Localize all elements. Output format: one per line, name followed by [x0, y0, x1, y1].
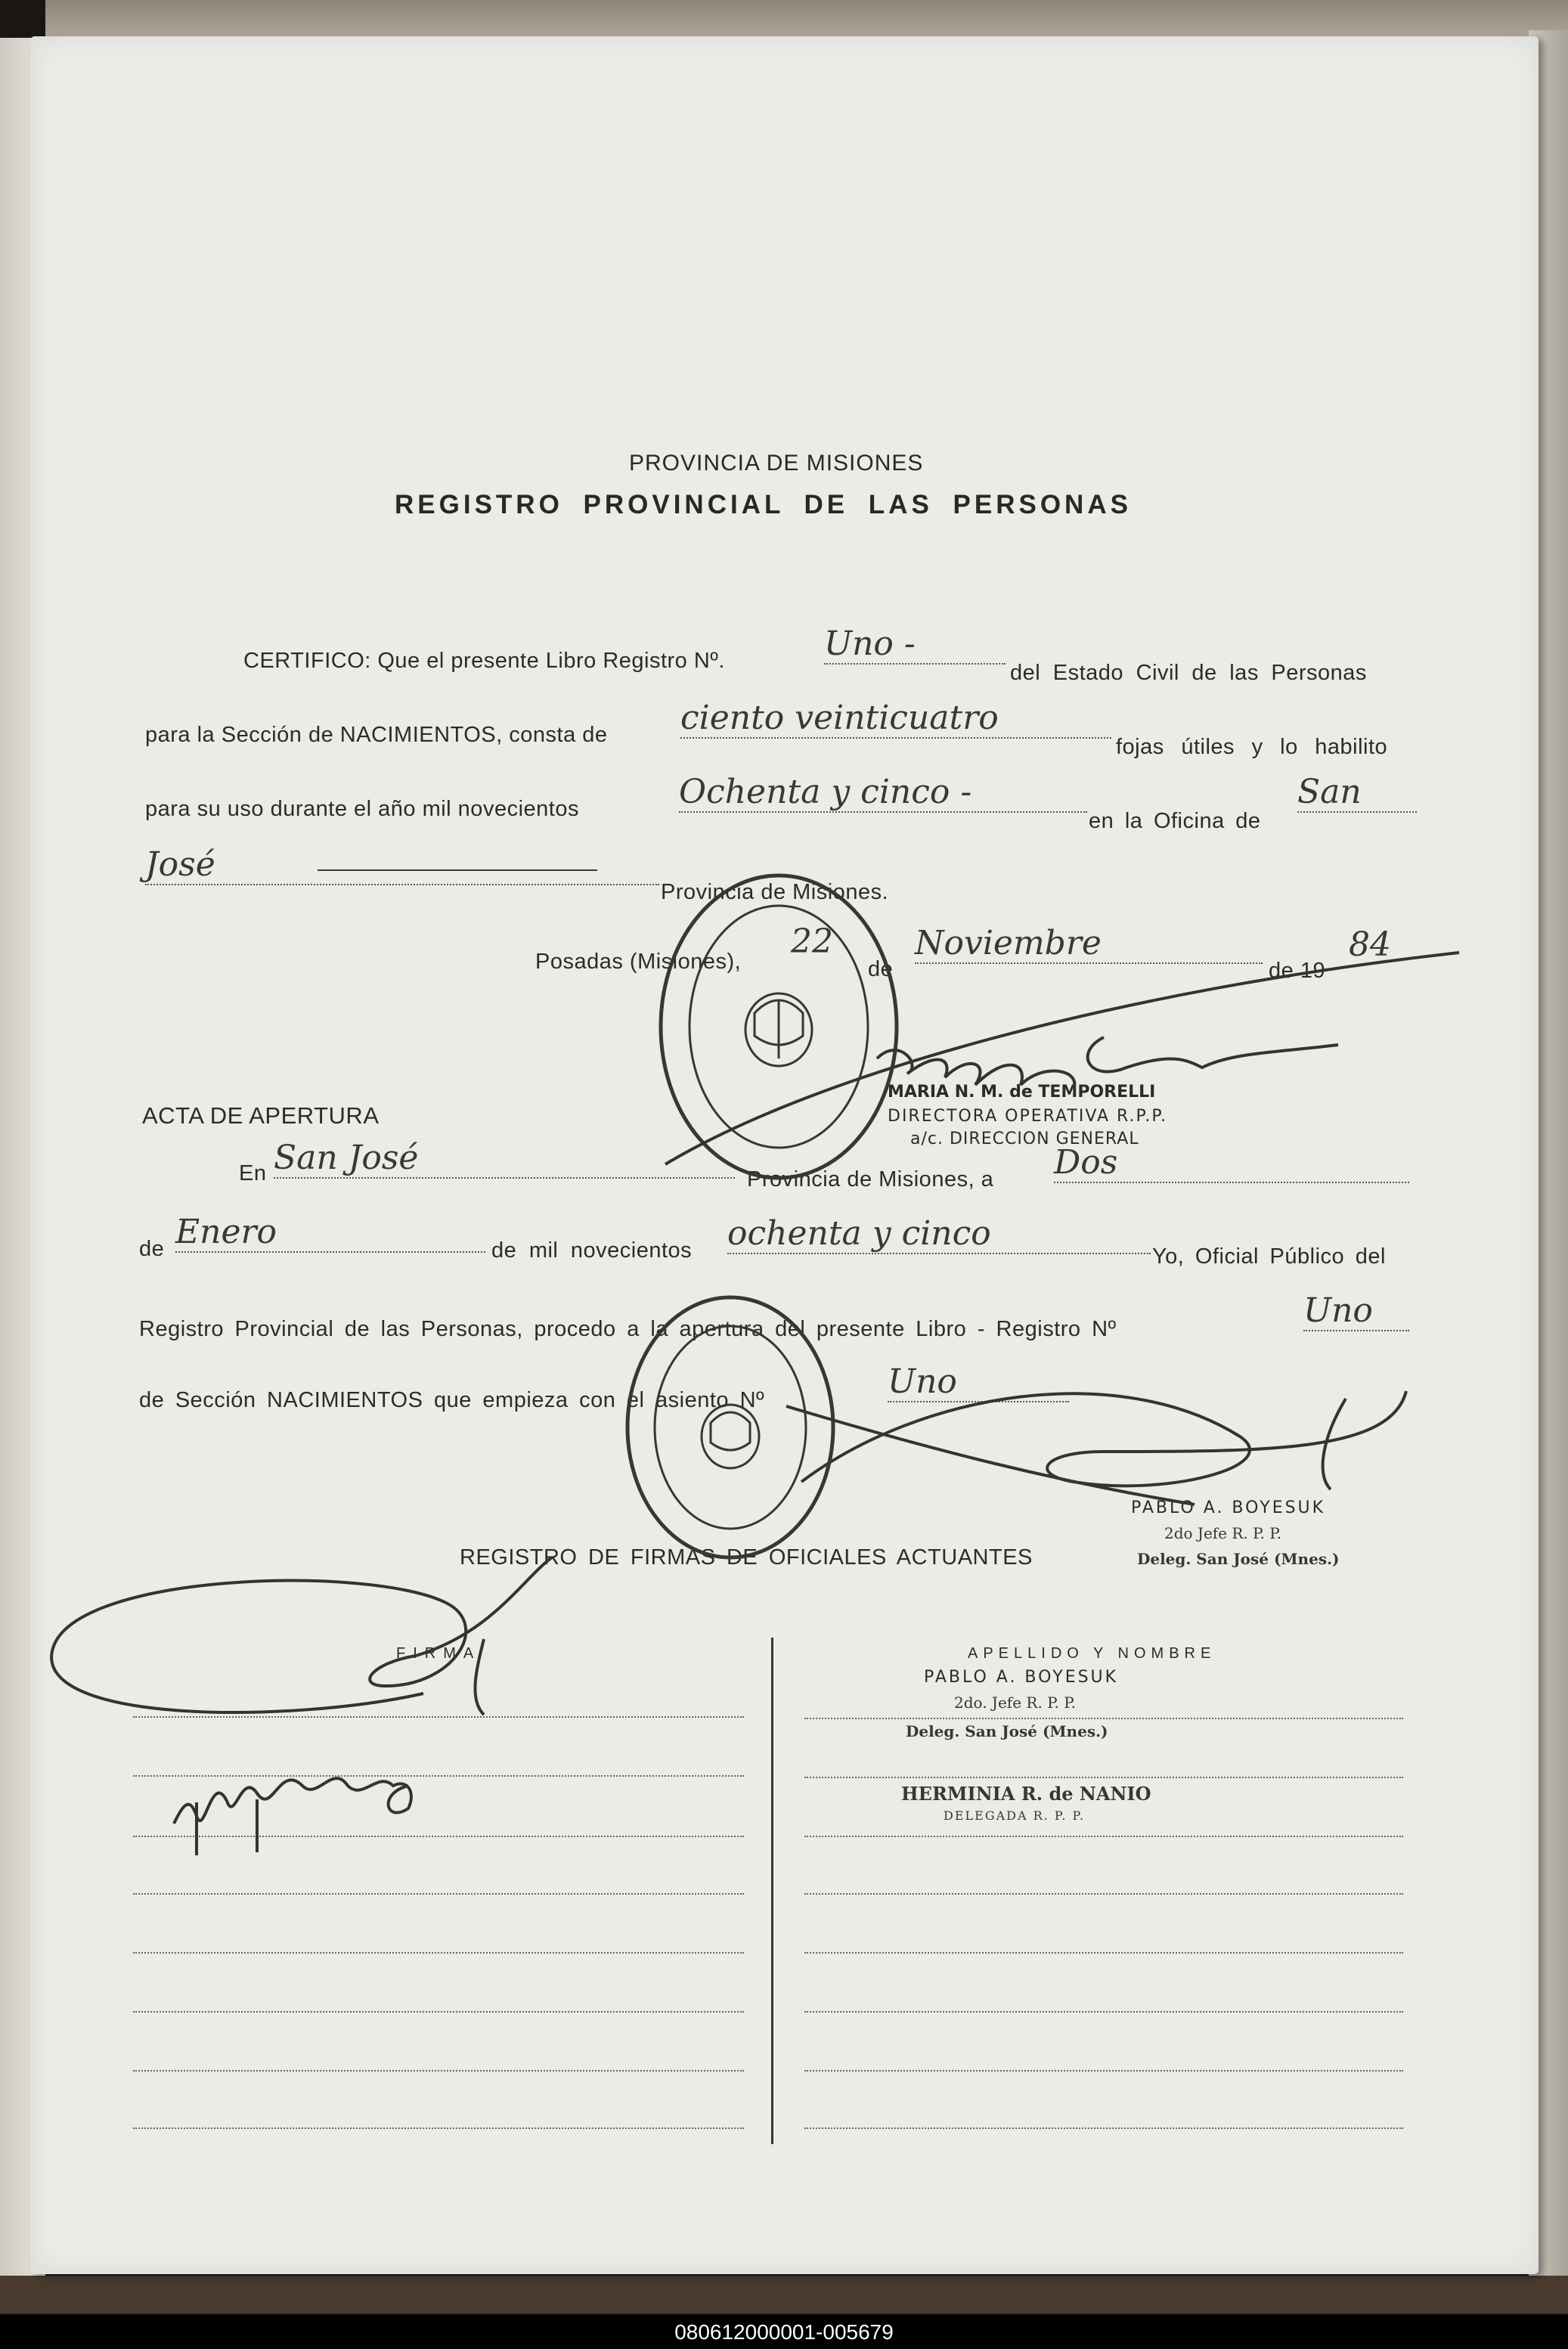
signature-nanio [174, 1778, 411, 1855]
registry-seal-stamp [661, 875, 897, 1178]
signer2-role: 2do Jefe R. P. P. [1164, 1524, 1282, 1542]
fojas-utiles-text: fojas útiles y lo habilito [1116, 735, 1388, 759]
signer1-name: MARIA N. M. de TEMPORELLI [888, 1083, 1156, 1102]
estado-civil-text: del Estado Civil de las Personas [1010, 661, 1367, 685]
signer2-name: PABLO A. BOYESUK [1131, 1498, 1326, 1517]
en-oficina-text: en la Oficina de [1089, 809, 1261, 833]
de-19-text: de 19 [1269, 959, 1326, 983]
de-text-1: de [868, 957, 894, 981]
firma-column-header: FIRMA [396, 1645, 482, 1662]
book-number-handwritten: Uno - [824, 624, 1006, 665]
apertura-title: ACTA DE APERTURA [142, 1102, 380, 1129]
de-mil-text: de mil novecientos [491, 1238, 693, 1263]
de-text-2: de [139, 1237, 165, 1261]
para-uso-text: para su uso durante el año mil novecientos [145, 797, 579, 821]
seccion-line-text: de Sección NACIMIENTOS que empieza con el asiento Nº [139, 1388, 765, 1412]
year-digits-handwritten: 84 [1349, 925, 1391, 964]
signer1-dept: a/c. DIRECCION GENERAL [910, 1130, 1139, 1148]
month-handwritten: Noviembre [915, 924, 1263, 964]
entry1-deleg: Deleg. San José (Mnes.) [906, 1722, 1108, 1740]
provincia-text: Provincia de Misiones. [661, 880, 889, 904]
month-words-handwritten: Enero [175, 1213, 485, 1253]
yo-oficial-text: Yo, Oficial Público del [1152, 1244, 1386, 1269]
day-handwritten: 22 [791, 922, 833, 961]
certifico-text: CERTIFICO: Que el presente Libro Registro Nº. [243, 649, 725, 673]
registro-line-text: Registro Provincial de las Personas, procedo a la apertura del presente Libro - Registro Nº [139, 1317, 1117, 1341]
signature-boyesuk [786, 1391, 1406, 1505]
fojas-count-handwritten: ciento veinticuatro [680, 699, 1111, 739]
signer1-role: DIRECTORA OPERATIVA R.P.P. [888, 1107, 1168, 1126]
apellido-column-header: APELLIDO Y NOMBRE [968, 1645, 1216, 1662]
day-words-handwritten: Dos [1054, 1143, 1409, 1183]
image-caption: 080612000001-005679 [0, 2315, 1568, 2349]
delegation-seal-stamp [628, 1297, 833, 1557]
provincia-a-text: Provincia de Misiones, a [747, 1167, 994, 1192]
signer2-deleg: Deleg. San José (Mnes.) [1137, 1550, 1340, 1568]
province-heading: PROVINCIA DE MISIONES [629, 451, 924, 476]
entry1-role: 2do. Jefe R. P. P. [954, 1694, 1077, 1712]
seccion-text: para la Sección de NACIMIENTOS, consta de [145, 723, 608, 747]
en-text: En [239, 1161, 267, 1185]
office-handwritten-1: San [1297, 773, 1417, 813]
year-words-apertura-handwritten: ochenta y cinco [727, 1214, 1151, 1254]
registry-heading: REGISTRO PROVINCIAL DE LAS PERSONAS [395, 490, 1132, 519]
entry2-name: HERMINIA R. de NANIO [901, 1783, 1151, 1805]
book-number-apertura-handwritten: Uno [1303, 1291, 1409, 1331]
posadas-text: Posadas (Misiones), [535, 950, 742, 974]
office-handwritten-2: José [145, 845, 659, 885]
entry2-role: DELEGADA R. P. P. [944, 1808, 1086, 1823]
place-handwritten: San José [274, 1139, 735, 1179]
signature-temporelli [665, 953, 1459, 1164]
firmas-title: REGISTRO DE FIRMAS DE OFICIALES ACTUANTES [460, 1545, 1033, 1570]
asiento-handwritten: Uno [888, 1362, 1069, 1402]
entry1-name: PABLO A. BOYESUK [924, 1668, 1119, 1687]
year-words-handwritten: Ochenta y cinco - [679, 773, 1087, 813]
signature-firma-loop [51, 1557, 552, 1715]
